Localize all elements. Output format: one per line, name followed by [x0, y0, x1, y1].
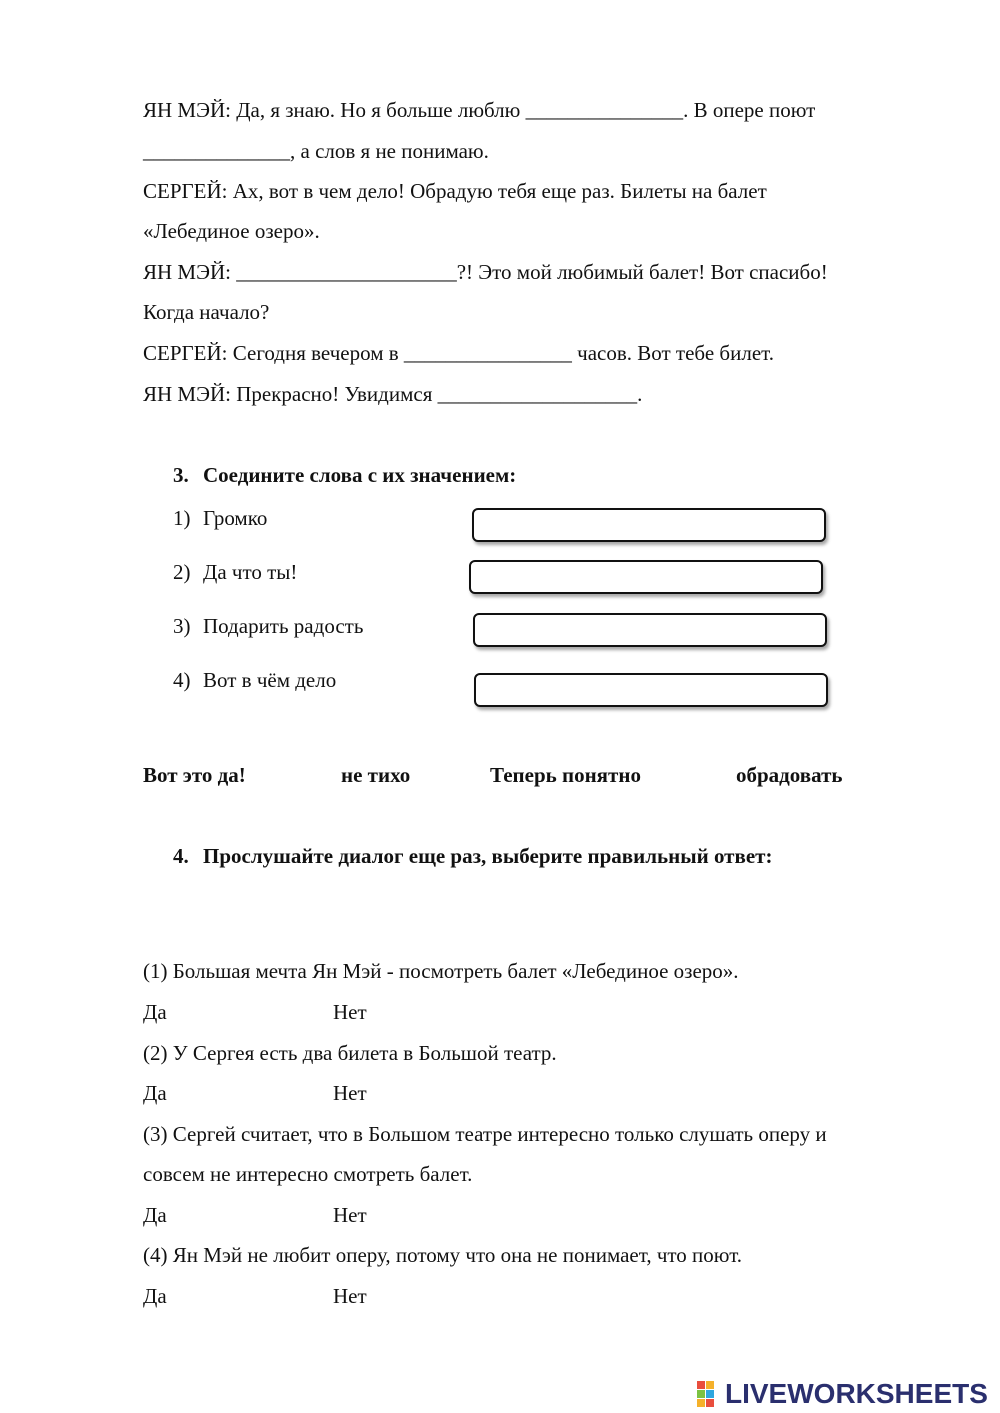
word-bank-item-4[interactable]: обрадовать	[736, 763, 843, 787]
task4-heading	[173, 843, 772, 869]
answer-yes-2[interactable]: Да	[143, 1081, 167, 1105]
word-bank-item-3[interactable]: Теперь понятно	[490, 763, 641, 787]
question-1: (1) Большая мечта Ян Мэй - посмотреть балет «Лебединое озеро».	[143, 959, 739, 983]
dialogue-line-6: Когда начало?	[143, 300, 270, 324]
match-item-text: Вот в чём дело	[203, 668, 337, 692]
answer-no-2[interactable]: Нет	[333, 1081, 367, 1105]
answer-no-3[interactable]: Нет	[333, 1203, 367, 1227]
match-drop-box-1[interactable]	[472, 508, 826, 542]
answer-yes-1[interactable]: Да	[143, 1000, 167, 1024]
match-item-text: Громко	[203, 506, 268, 530]
liveworksheets-logo[interactable]	[697, 1377, 988, 1411]
match-item-1	[173, 505, 267, 531]
question-3: (3) Сергей считает, что в Большом театре интересно только слушать оперу и	[143, 1122, 827, 1146]
match-item-2	[173, 559, 297, 585]
dialogue-line-3: СЕРГЕЙ: Ах, вот в чем дело! Обрадую тебя еще раз. Билеты на балет	[143, 179, 767, 203]
match-item-4	[173, 667, 336, 693]
match-item-text: Да что ты!	[203, 560, 298, 584]
dialogue-line-7: СЕРГЕЙ: Сегодня вечером в ________________ часов. Вот тебе билет.	[143, 341, 774, 365]
match-drop-box-4[interactable]	[474, 673, 828, 707]
match-item-text: Подарить радость	[203, 614, 364, 638]
match-drop-box-3[interactable]	[473, 613, 827, 647]
dialogue-line-2: ______________, а слов я не понимаю.	[143, 139, 489, 163]
question-3-cont: совсем не интересно смотреть балет.	[143, 1162, 473, 1186]
match-item-number: 3)	[173, 614, 191, 638]
word-bank-item-2[interactable]: не тихо	[341, 763, 411, 787]
task4-number: 4.	[173, 844, 189, 868]
dialogue-line-8: ЯН МЭЙ: Прекрасно! Увидимся ___________________.	[143, 382, 643, 406]
answer-no-4[interactable]: Нет	[333, 1284, 367, 1308]
dialogue-line-4: «Лебединое озеро».	[143, 219, 320, 243]
word-bank-item-1[interactable]: Вот это да!	[143, 763, 246, 787]
task3-heading	[173, 462, 516, 488]
dialogue-line-1: ЯН МЭЙ: Да, я знаю. Но я больше люблю _______________. В опере поют	[143, 98, 816, 122]
dialogue-line-5: ЯН МЭЙ: _____________________?! Это мой любимый балет! Вот спасибо!	[143, 260, 828, 284]
task4-title: Прослушайте диалог еще раз, выберите правильный ответ:	[203, 844, 773, 868]
answer-yes-4[interactable]: Да	[143, 1284, 167, 1308]
match-item-number: 4)	[173, 668, 191, 692]
answer-yes-3[interactable]: Да	[143, 1203, 167, 1227]
task3-title: Соедините слова с их значением:	[203, 463, 517, 487]
logo-text: LIVEWORKSHEETS	[725, 1378, 988, 1409]
question-2: (2) У Сергея есть два билета в Большой театр.	[143, 1041, 557, 1065]
task3-number: 3.	[173, 463, 189, 487]
match-item-number: 2)	[173, 560, 191, 584]
liveworksheets-icon	[697, 1381, 723, 1407]
question-4: (4) Ян Мэй не любит оперу, потому что она не понимает, что поют.	[143, 1243, 743, 1267]
match-drop-box-2[interactable]	[469, 560, 823, 594]
match-item-3	[173, 613, 363, 639]
match-item-number: 1)	[173, 506, 191, 530]
answer-no-1[interactable]: Нет	[333, 1000, 367, 1024]
